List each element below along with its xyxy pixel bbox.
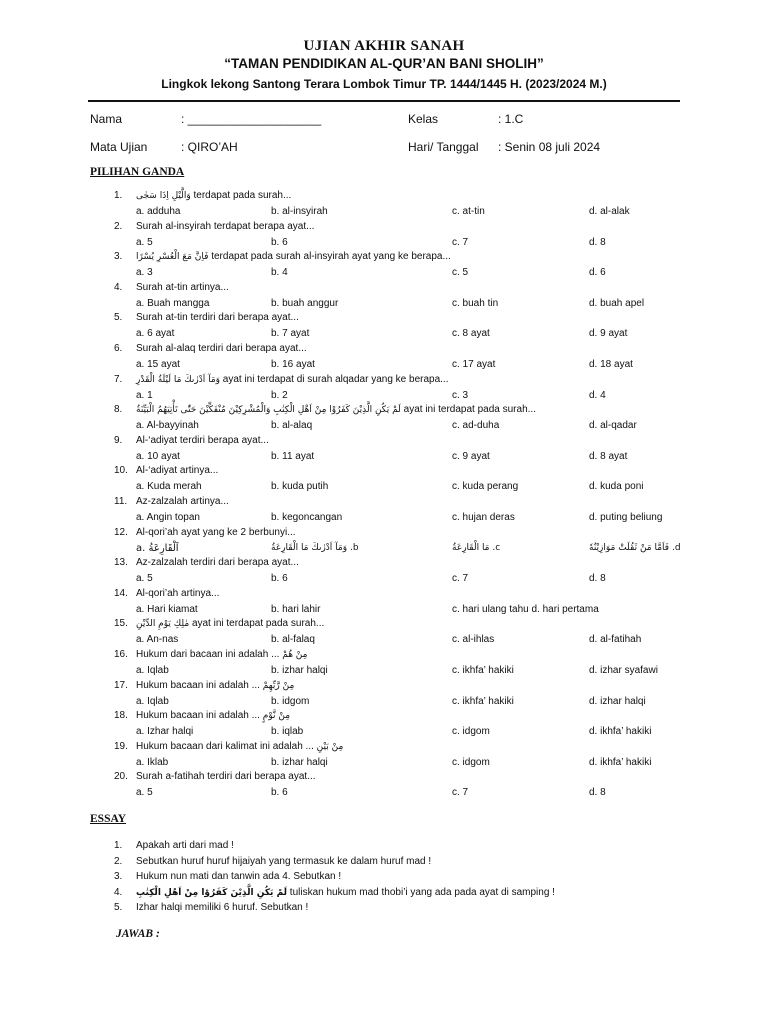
answer-option-c[interactable]: c. مَا الْقَارِعَةُ — [452, 542, 501, 553]
answer-option-b[interactable]: b. 6 — [271, 573, 288, 585]
answer-option-c[interactable]: c. 9 ayat — [452, 450, 490, 462]
question-number: 11. — [114, 496, 128, 507]
question-text-line — [136, 374, 448, 385]
arabic-verse: وَالَّيْلِ اِذَا سَجٰى — [136, 191, 191, 201]
kelas-label: Kelas — [408, 112, 439, 126]
answer-option-c[interactable]: c. buah tin — [452, 297, 499, 309]
question-text: Al-‘adiyat terdiri berapa ayat... — [136, 434, 269, 446]
answer-option-b[interactable]: b. izhar halqi — [271, 665, 328, 676]
essay-question — [136, 856, 431, 867]
question-number: 20. — [114, 771, 128, 783]
answer-option-c[interactable]: c. ad-duha — [452, 420, 500, 432]
essay-number: 4. — [114, 886, 123, 898]
question-text-line — [136, 649, 307, 660]
answer-option-c[interactable]: c. ikhfa’ hakiki — [452, 665, 514, 676]
question-number: 9. — [114, 434, 123, 446]
question-text-line — [136, 771, 316, 782]
answer-option-a[interactable]: a. Buah mangga — [136, 297, 210, 309]
question-text: Al-qori’ah artinya... — [136, 587, 220, 599]
answer-option-c[interactable]: c. idgom — [452, 756, 490, 768]
answer-option-a[interactable]: a. اَلْقَارِعَةُ — [136, 542, 179, 554]
nama-label: Nama — [90, 112, 123, 126]
institution-address: Lingkok lekong Santong Terara Lombok Timur TP. 1444/1445 H. (2023/2024 M.) — [161, 77, 607, 91]
answer-option-c[interactable]: c. 7 — [452, 236, 469, 248]
question-text: Al-‘adiyat artinya... — [136, 465, 219, 477]
answer-option-d[interactable]: d. puting beliung — [589, 512, 663, 523]
question-number: 10. — [114, 465, 128, 477]
answer-option-d[interactable]: d. izhar syafawi — [589, 665, 658, 676]
question-text-line — [136, 680, 294, 691]
question-number: 8. — [114, 404, 123, 416]
answer-option-a[interactable]: a. Al-bayyinah — [136, 420, 199, 432]
answer-option-c[interactable]: c. 5 — [452, 267, 469, 279]
question-text: Hukum bacaan ini adalah ... — [136, 710, 260, 722]
essay-text: Izhar halqi memiliki 6 huruf. Sebutkan ! — [136, 902, 309, 913]
answer-option-c[interactable]: c. 17 ayat — [452, 359, 496, 370]
essay-number: 3. — [114, 871, 123, 882]
answer-option-d[interactable]: d. kuda poni — [589, 481, 644, 493]
question-text-line — [136, 343, 307, 354]
hari-tanggal-value: : Senin 08 juli 2024 — [498, 140, 601, 154]
answer-option-c[interactable]: c. hujan deras — [452, 512, 515, 523]
hari-tanggal-label: Hari/ Tanggal — [408, 140, 479, 154]
question-text: ayat ini terdapat di surah alqadar yang ke berapa... — [222, 373, 449, 385]
question-text-line — [136, 557, 299, 568]
question-text: Az-zalzalah terdiri dari berapa ayat... — [136, 557, 299, 569]
essay-number: 1. — [114, 840, 123, 851]
kelas-value: : 1.C — [498, 112, 524, 126]
answer-option-b[interactable]: b. iqlab — [271, 726, 304, 738]
answer-option-a[interactable]: a. 6 ayat — [136, 328, 175, 340]
answer-option-d[interactable]: d. al-qadar — [589, 420, 637, 432]
question-text-line — [136, 404, 536, 415]
answer-option-d[interactable]: d. izhar halqi — [589, 695, 646, 707]
arabic-word: مِنْ بَيْنِ — [316, 741, 344, 752]
question-text: ayat ini terdapat pada surah... — [191, 618, 325, 630]
answer-option-d[interactable]: d. ikhfa’ hakiki — [589, 726, 652, 738]
essay-number: 5. — [114, 902, 123, 913]
answer-option-c[interactable]: c. ikhfa’ hakiki — [452, 695, 514, 707]
question-text-line — [136, 588, 219, 599]
arabic-verse: لَمْ يَكُنِ الَّذِيْنَ كَفَرُوْا مِنْ اَهْلِ الْكِتٰبِ — [136, 887, 288, 898]
answer-option-d[interactable]: d. 8 — [589, 787, 606, 799]
question-number: 2. — [114, 220, 123, 232]
question-text-line — [136, 710, 290, 721]
question-number: 16. — [114, 649, 128, 660]
question-text-line — [136, 618, 324, 629]
question-number: 4. — [114, 281, 123, 293]
question-number: 18. — [114, 710, 128, 722]
question-number: 19. — [114, 740, 128, 752]
answer-option-a[interactable]: a. 15 ayat — [136, 359, 180, 370]
institution-name: “TAMAN PENDIDIKAN AL-QUR’AN BANI SHOLIH” — [224, 56, 544, 71]
question-number: 14. — [114, 587, 128, 599]
essay-text: Hukum nun mati dan tanwin ada 4. Sebutkan ! — [136, 871, 342, 882]
answer-option-b[interactable]: b. izhar halqi — [271, 756, 328, 768]
mata-ujian-value: : QIRO’AH — [181, 140, 238, 154]
question-text: ayat ini terdapat pada surah... — [403, 404, 536, 416]
answer-option-c[interactable]: c. al-ihlas — [452, 634, 495, 646]
answer-option-c[interactable]: c. 3 — [452, 389, 469, 401]
section-pilihan-ganda: PILIHAN GANDA — [90, 166, 185, 178]
essay-text: Apakah arti dari mad ! — [136, 840, 234, 851]
answer-option-c[interactable]: c. 7 — [452, 573, 469, 585]
answer-option-d[interactable]: d. 18 ayat — [589, 359, 633, 370]
answer-option-b[interactable]: b. 2 — [271, 389, 288, 401]
nama-field[interactable]: : ____________________ — [181, 112, 322, 126]
question-text-line — [136, 282, 229, 293]
question-text-line — [136, 741, 343, 752]
answer-option-b[interactable]: b. al-insyirah — [271, 206, 328, 217]
essay-question — [136, 871, 341, 882]
arabic-word: مِنْ هُمْ — [282, 650, 308, 660]
arabic-word: مِنْ رَّبِّهِمْ — [262, 680, 295, 691]
question-number: 13. — [114, 557, 128, 569]
question-number: 12. — [114, 526, 128, 538]
answer-option-c[interactable]: c. at-tin — [452, 206, 485, 217]
question-text: Hukum bacaan ini adalah ... — [136, 679, 260, 691]
answer-option-b[interactable]: b. hari lahir — [271, 603, 321, 615]
answer-option-c[interactable]: c. idgom — [452, 726, 490, 738]
arabic-word: مِنْ نَّوْمٍ — [262, 711, 291, 722]
answer-option-a[interactable]: a. 5 — [136, 787, 153, 799]
answer-option-c[interactable]: c. kuda perang — [452, 481, 519, 493]
arabic-verse: فَاِنَّ مَعَ الْعُسْرِ يُسْرًا — [136, 252, 209, 263]
question-text: Surah at-tin terdiri dari berapa ayat... — [136, 312, 299, 324]
question-number: 7. — [114, 373, 123, 385]
question-text-line — [136, 465, 218, 476]
answer-option-d[interactable]: d. ikhfa’ hakiki — [589, 756, 652, 768]
answer-option-d[interactable]: d. al-alak — [589, 206, 630, 217]
answer-option-b[interactable]: b. 6 — [271, 236, 288, 248]
question-number: 6. — [114, 343, 123, 354]
answer-option-a[interactable]: a. 5 — [136, 573, 153, 585]
answer-option-d[interactable]: d. al-fatihah — [589, 634, 642, 646]
answer-option-a[interactable]: a. An-nas — [136, 634, 179, 646]
answer-option-b[interactable]: b. 11 ayat — [271, 450, 315, 462]
answer-option-d[interactable]: d. 4 — [589, 389, 606, 401]
exam-title: UJIAN AKHIR SANAH — [303, 38, 465, 54]
question-text-line — [136, 435, 269, 446]
answer-option-d[interactable]: d. 8 — [589, 573, 606, 585]
essay-question — [136, 902, 308, 913]
section-essay: ESSAY — [90, 813, 127, 825]
answer-option-b[interactable]: b. 4 — [271, 267, 288, 279]
question-text-line — [136, 251, 451, 262]
answer-option-b[interactable]: b. al-falaq — [271, 634, 315, 646]
answer-option-b[interactable]: b. kuda putih — [271, 481, 329, 493]
question-text: Hukum bacaan dari kalimat ini adalah ... — [136, 740, 314, 752]
question-text: Az-zalzalah artinya... — [136, 496, 229, 507]
question-text-line — [136, 312, 299, 323]
question-text: Surah a-fatihah terdiri dari berapa ayat... — [136, 771, 316, 783]
answer-option-a[interactable]: a. adduha — [136, 206, 181, 217]
answer-option-b[interactable]: b. وَمَآ اَدْرٰىكَ مَا الْقَارِعَةُ — [271, 542, 359, 553]
answer-option-d[interactable]: d. buah apel — [589, 297, 645, 309]
answer-option-a[interactable]: a. Iqlab — [136, 695, 169, 707]
answer-option-b[interactable]: b. kegoncangan — [271, 512, 343, 523]
question-number: 3. — [114, 251, 123, 263]
answer-option-a[interactable]: a. Iklab — [136, 756, 169, 768]
question-text: Hukum dari bacaan ini adalah ... — [136, 649, 280, 660]
essay-text: tuliskan hukum mad thobi’i yang ada pada ayat di samping ! — [289, 886, 555, 898]
question-text-line — [136, 190, 291, 201]
mata-ujian-label: Mata Ujian — [90, 140, 148, 154]
question-text-line — [136, 527, 296, 538]
answer-option-b[interactable]: b. al-alaq — [271, 420, 313, 432]
answer-option-c[interactable]: c. 8 ayat — [452, 328, 490, 340]
question-number: 15. — [114, 618, 128, 630]
arabic-verse: مٰلِكِ يَوْمِ الدِّيْنِ — [136, 619, 190, 630]
question-text: Surah al-alaq terdiri dari berapa ayat... — [136, 343, 307, 354]
answer-option-d[interactable]: d. فَاَمَّا مَنْ ثَقُلَتْ مَوَازِيْنُهٗ — [589, 542, 681, 553]
answer-option-a[interactable]: a. Izhar halqi — [136, 726, 194, 738]
header-divider — [88, 100, 680, 102]
question-number: 17. — [114, 679, 128, 691]
answer-option-a[interactable]: a. Kuda merah — [136, 481, 202, 493]
answer-option-d[interactable]: d. 9 ayat — [589, 328, 628, 340]
answer-option-a[interactable]: a. 3 — [136, 267, 153, 279]
question-text-line — [136, 221, 314, 232]
jawab-label: JAWAB : — [116, 928, 160, 940]
answer-option-b[interactable]: b. idgom — [271, 695, 310, 707]
arabic-verse: وَمَآ اَدْرٰىكَ مَا لَيْلَةُ الْقَدْرِ — [136, 374, 220, 385]
essay-question — [136, 887, 555, 898]
answer-option-b[interactable]: b. buah anggur — [271, 297, 339, 309]
answer-option-d[interactable]: d. 8 ayat — [589, 450, 628, 462]
answer-option-a[interactable]: a. 5 — [136, 236, 153, 248]
answer-option-c[interactable]: c. hari ulang tahu d. hari pertama — [452, 603, 599, 615]
answer-option-b[interactable]: b. 7 ayat — [271, 328, 310, 340]
essay-text: Sebutkan huruf huruf hijaiyah yang termasuk ke dalam huruf mad ! — [136, 855, 432, 867]
answer-option-a[interactable]: a. 1 — [136, 389, 153, 401]
question-number: 1. — [114, 190, 123, 201]
essay-number: 2. — [114, 855, 123, 867]
question-text-line — [136, 496, 229, 507]
answer-option-a[interactable]: a. 10 ayat — [136, 450, 180, 462]
answer-option-a[interactable]: a. Iqlab — [136, 665, 169, 676]
answer-option-d[interactable]: d. 8 — [589, 236, 606, 248]
answer-option-a[interactable]: a. Angin topan — [136, 512, 200, 523]
question-text: Surah al-insyirah terdapat berapa ayat... — [136, 220, 315, 232]
answer-option-a[interactable]: a. Hari kiamat — [136, 603, 198, 615]
essay-question — [136, 840, 234, 851]
answer-option-b[interactable]: b. 6 — [271, 787, 288, 799]
question-number: 5. — [114, 312, 123, 324]
question-text: Surah at-tin artinya... — [136, 281, 229, 293]
answer-option-c[interactable]: c. 7 — [452, 787, 469, 799]
question-text: terdapat pada surah... — [193, 190, 292, 201]
question-text: Al-qori’ah ayat yang ke 2 berbunyi... — [136, 526, 296, 538]
arabic-verse: لَمْ يَكُنِ الَّذِيْنَ كَفَرُوْا مِنْ اَهْلِ الْكِتٰبِ وَالْمُشْرِكِيْنَ مُنْفَكِّيْنَ حَتّٰى تَأْتِيَهُمُ الْبَيِّنَةُ — [136, 405, 401, 416]
question-text: terdapat pada surah al-insyirah ayat yang ke berapa... — [211, 251, 451, 263]
answer-option-d[interactable]: d. 6 — [589, 267, 606, 279]
answer-option-b[interactable]: b. 16 ayat — [271, 359, 315, 370]
